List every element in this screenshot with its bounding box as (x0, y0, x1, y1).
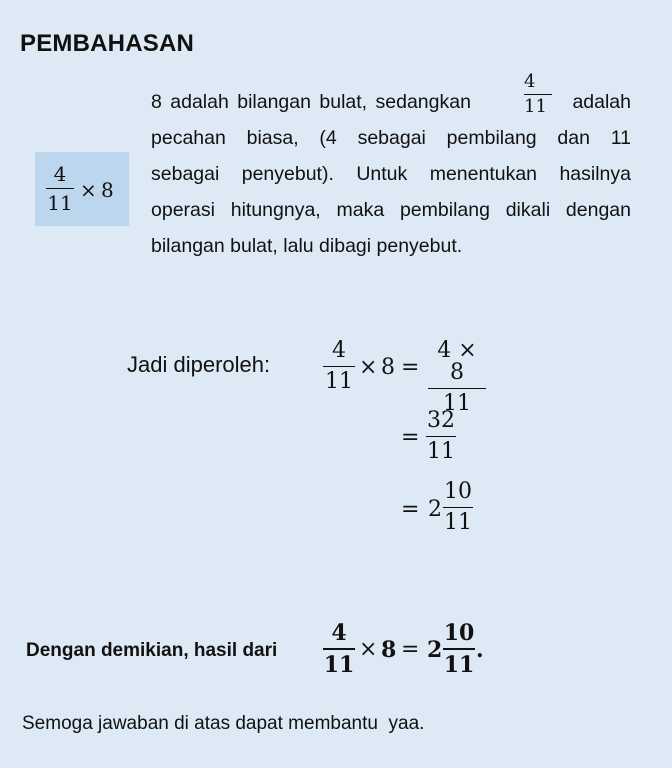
derivation-label: Jadi diperoleh: (127, 352, 271, 377)
step3-numerator: 10 (444, 479, 472, 504)
lhs-fraction-bar (323, 366, 355, 367)
step2-fraction-bar (426, 436, 456, 437)
step1-fraction-bar (428, 388, 486, 389)
fraction-numerator: 4 (53, 162, 67, 186)
step3-denominator: 11 (444, 510, 472, 535)
page-title: PEMBAHASAN (20, 30, 195, 57)
step3-whole: 2 (428, 497, 442, 522)
conclusion-denominator: 11 (443, 652, 475, 678)
conclusion-lhs-numerator: 4 (331, 620, 347, 646)
conclusion-equals: = (401, 637, 420, 662)
equals-symbol: = (401, 497, 420, 522)
inline-fraction-bar (524, 94, 552, 95)
conclusion-result-fraction (443, 622, 475, 676)
conclusion-lhs-bar (323, 648, 355, 650)
equals-symbol: = (401, 355, 420, 380)
explanation-line-1-text-a: 8 adalah bilangan bulat, sedangkan (151, 91, 471, 113)
conclusion-text: Dengan demikian, hasil dari (26, 640, 278, 661)
step2-numerator: 32 (427, 408, 455, 433)
conclusion-multiplier: 8 (381, 637, 397, 663)
inline-fraction-denominator: 11 (524, 96, 547, 117)
lhs-denominator: 11 (325, 369, 353, 394)
expression-fraction (46, 164, 74, 213)
conclusion-times: × (359, 637, 378, 662)
conclusion-result-bar (443, 648, 475, 650)
explanation-line-3: sebagai penyebut). Untuk menentukan hasilnya (151, 163, 631, 185)
step3-fraction (443, 481, 473, 534)
explanation-line-5: bilangan bulat, lalu dibagi penyebut. (151, 235, 463, 257)
step2-fraction (426, 410, 456, 463)
fraction-bar (46, 188, 74, 189)
conclusion-whole: 2 (427, 637, 443, 663)
explanation-line-1 (151, 71, 631, 120)
closing-text: Semoga jawaban di atas dapat membantu yaa. (22, 713, 425, 734)
inline-fraction (524, 73, 552, 116)
explanation-paragraph (151, 71, 631, 264)
step1-numerator: 4 × 8 (437, 338, 477, 385)
expression-box (35, 152, 129, 226)
inline-fraction-numerator: 4 (524, 71, 536, 92)
derivation-lhs-fraction (323, 340, 355, 393)
conclusion-numerator: 10 (443, 620, 475, 646)
step1-denominator: 11 (443, 391, 471, 416)
step1-fraction (428, 340, 486, 415)
explanation-line-2: pecahan biasa, (4 sebagai pembilang dan 11 (151, 127, 631, 149)
step2-denominator: 11 (427, 439, 455, 464)
explanation-line-1-text-b: adalah (572, 91, 631, 113)
lhs-numerator: 4 (332, 338, 346, 363)
step3-fraction-bar (443, 507, 473, 508)
multiplier: 8 (101, 178, 114, 202)
conclusion-period: . (476, 637, 484, 663)
fraction-denominator: 11 (47, 191, 73, 215)
lhs-multiplier: 8 (381, 355, 395, 380)
equals-symbol: = (401, 425, 420, 450)
times-symbol: × (80, 178, 97, 202)
times-symbol: × (359, 355, 378, 380)
conclusion-lhs-denominator: 11 (323, 652, 355, 678)
conclusion-lhs-fraction (323, 622, 355, 676)
explanation-line-4: operasi hitungnya, maka pembilang dikali dengan (151, 199, 631, 221)
